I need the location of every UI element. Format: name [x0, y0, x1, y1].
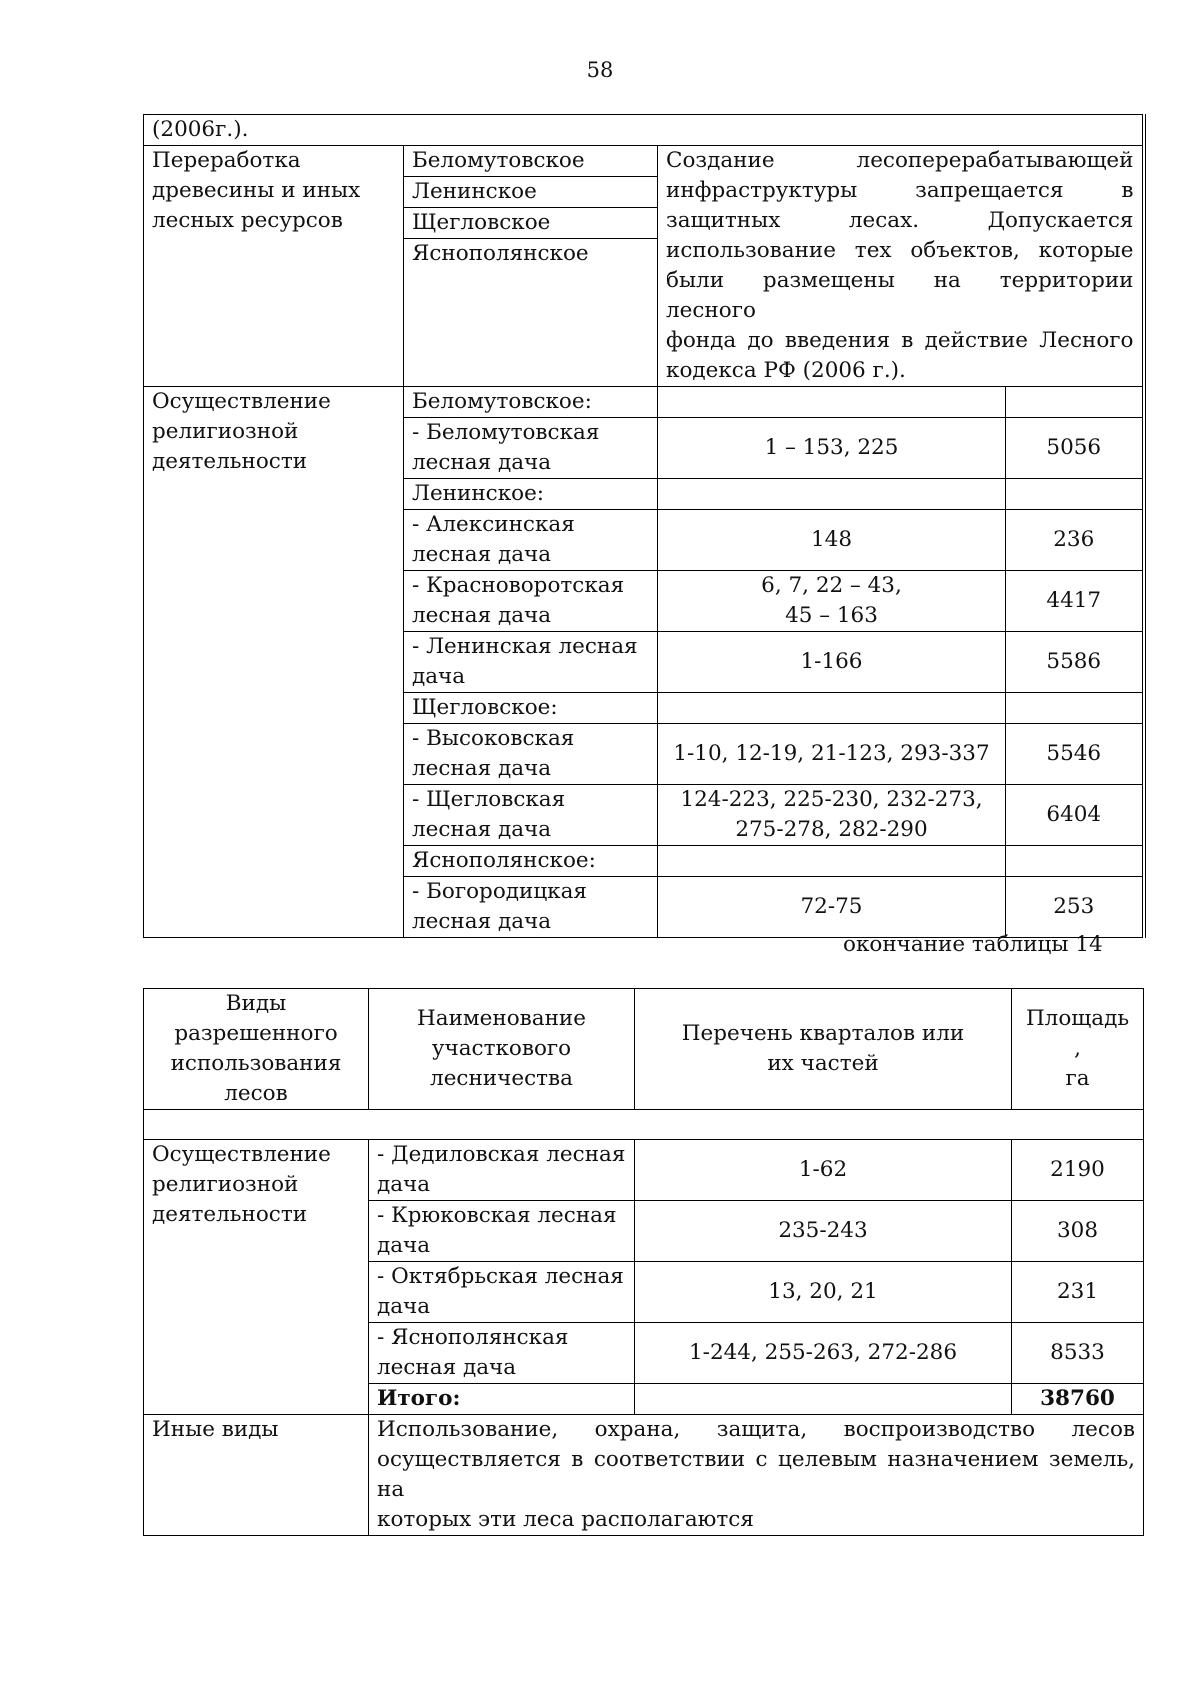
area-cell: 253 [1006, 877, 1144, 938]
dacha-name: - Дедиловская лесная дача [369, 1140, 635, 1201]
kind-other: Иные виды [144, 1415, 369, 1536]
dacha-name: - Щегловская лесная дача [404, 785, 658, 846]
area-cell [1006, 693, 1144, 724]
kind-religious: Осуществление религиозной деятельности [144, 387, 404, 938]
area-cell: 308 [1012, 1201, 1144, 1262]
page-number: 58 [586, 58, 614, 82]
header-forestry: Наименование участкового лесничества [369, 989, 635, 1110]
dacha-name: - Октябрьская лесная дача [369, 1262, 635, 1323]
kind-processing: Переработка древесины и иных лесных ресурсов [144, 146, 404, 387]
quarters-cell: 1 – 153, 225 [658, 418, 1006, 479]
other-description: Использование, охрана, защита, воспроизводство лесов осуществляется в соответствии с целевым назначением земель, на которых эти леса располагаются [369, 1415, 1144, 1536]
continuation-cell: (2006г.). [144, 115, 1144, 146]
processing-forestries: Беломутовское Ленинское Щегловское Яснополянское [404, 146, 658, 387]
total-value: 38760 [1012, 1384, 1144, 1415]
dacha-name: - Красноворотская лесная дача [404, 571, 658, 632]
processing-description: Создание лесоперерабатывающей инфраструктуры запрещается в защитных лесах. Допускается использование тех объектов, которые были размещены на территории лесного фонда до введения в действие Лесного кодекса РФ (2006 г.). [658, 146, 1144, 387]
dacha-name: - Ленинская лесная дача [404, 632, 658, 693]
forest-use-table-part1 [143, 114, 1146, 938]
quarters-cell: 72-75 [658, 877, 1006, 938]
area-cell: 231 [1012, 1262, 1144, 1323]
dacha-name: - Богородицкая лесная дача [404, 877, 658, 938]
kind-religious: Осуществление религиозной деятельности [144, 1140, 369, 1415]
quarters-cell: 1-166 [658, 632, 1006, 693]
table-caption: окончание таблицы 14 [843, 932, 1103, 957]
quarters-cell: 1-244, 255-263, 272-286 [635, 1323, 1012, 1384]
forest-use-table-part2 [143, 988, 1144, 1536]
dacha-name: - Алексинская лесная дача [404, 510, 658, 571]
area-cell: 2190 [1012, 1140, 1144, 1201]
dacha-name: - Беломутовская лесная дача [404, 418, 658, 479]
area-cell: 5586 [1006, 632, 1144, 693]
quarters-cell: 13, 20, 21 [635, 1262, 1012, 1323]
area-cell [1006, 846, 1144, 877]
forestry-heading: Беломутовское: [404, 387, 658, 418]
quarters-cell [658, 846, 1006, 877]
quarters-cell: 148 [658, 510, 1006, 571]
empty-row [144, 1110, 1144, 1140]
quarters-cell [658, 479, 1006, 510]
quarters-cell [658, 387, 1006, 418]
quarters-cell: 1-10, 12-19, 21-123, 293-337 [658, 724, 1006, 785]
header-kind: Виды разрешенного использования лесов [144, 989, 369, 1110]
area-cell: 236 [1006, 510, 1144, 571]
forestry-heading: Яснополянское: [404, 846, 658, 877]
area-cell [1006, 479, 1144, 510]
quarters-cell: 1-62 [635, 1140, 1012, 1201]
forestry-heading: Щегловское: [404, 693, 658, 724]
dacha-name: - Крюковская лесная дача [369, 1201, 635, 1262]
area-cell: 8533 [1012, 1323, 1144, 1384]
area-cell: 5056 [1006, 418, 1144, 479]
area-cell: 5546 [1006, 724, 1144, 785]
header-quarters: Перечень кварталов или их частей [635, 989, 1012, 1110]
area-cell: 6404 [1006, 785, 1144, 846]
header-area: Площадь , га [1012, 989, 1144, 1110]
quarters-cell: 6, 7, 22 – 43, 45 – 163 [658, 571, 1006, 632]
quarters-cell [658, 693, 1006, 724]
dacha-name: - Яснополянская лесная дача [369, 1323, 635, 1384]
area-cell [1006, 387, 1144, 418]
forestry-heading: Ленинское: [404, 479, 658, 510]
dacha-name: - Высоковская лесная дача [404, 724, 658, 785]
area-cell: 4417 [1006, 571, 1144, 632]
quarters-cell [635, 1384, 1012, 1415]
quarters-cell: 124-223, 225-230, 232-273, 275-278, 282-290 [658, 785, 1006, 846]
total-label: Итого: [369, 1384, 635, 1415]
quarters-cell: 235-243 [635, 1201, 1012, 1262]
